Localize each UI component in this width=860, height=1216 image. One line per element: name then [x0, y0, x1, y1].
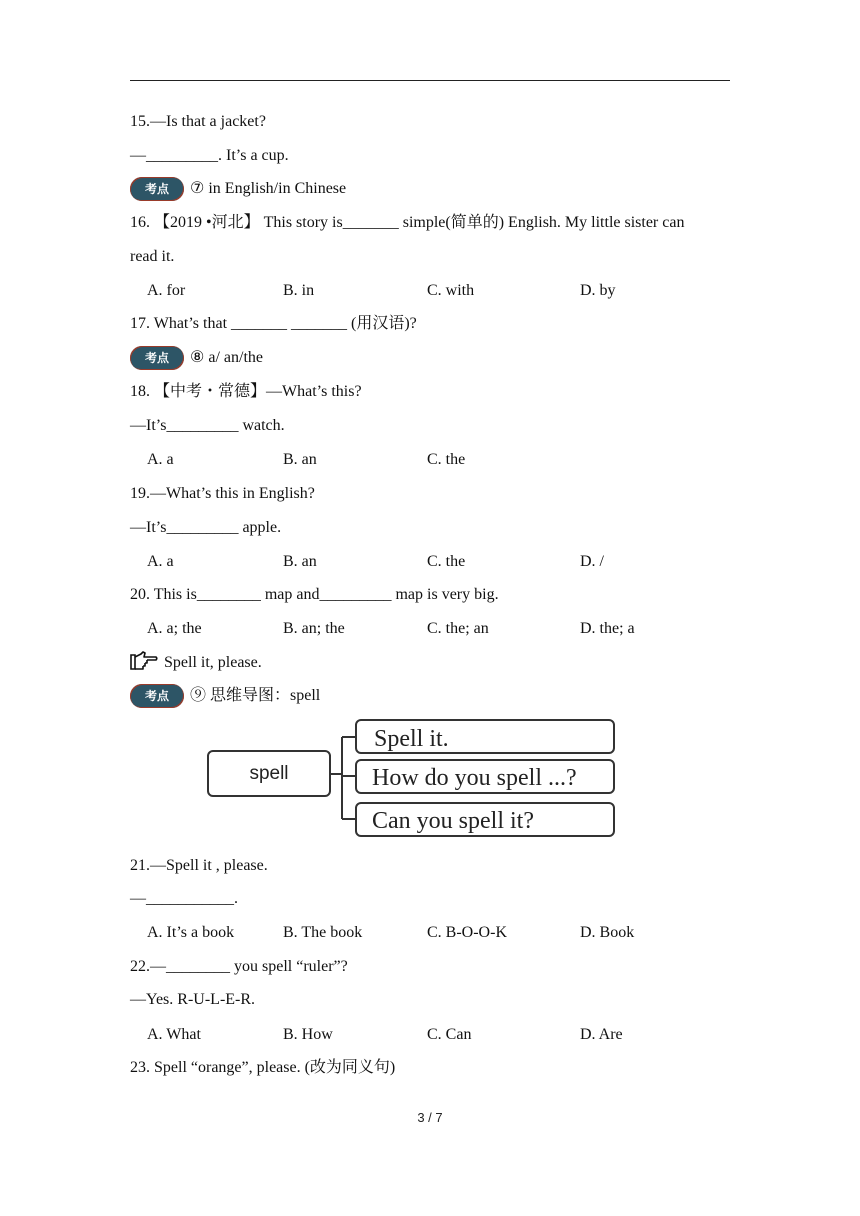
q19-option-c: C. the [427, 553, 466, 570]
q18-option-b: B. an [283, 451, 317, 468]
q19-option-d: D. / [580, 553, 604, 570]
mindmap-branch-1: Spell it. [374, 726, 449, 752]
point-9-text: ⑨ 思维导图：spell [190, 687, 321, 704]
section-title: Spell it, please. [164, 654, 262, 671]
point-8 [130, 346, 263, 370]
q15-prompt: 15.—Is that a jacket? [130, 113, 266, 130]
q19-option-a: A. a [147, 553, 174, 570]
q21-prompt: 21.—Spell it , please. [130, 857, 268, 874]
q17-prompt: 17. What’s that _______ _______ (用汉语)? [130, 315, 417, 332]
q16-option-a: A. for [147, 282, 186, 299]
q20-prompt: 20. This is________ map and_________ map is very big. [130, 586, 499, 603]
q22-option-c: C. Can [427, 1026, 472, 1043]
point-9 [130, 684, 320, 708]
kaodian-badge: 考点 [130, 177, 184, 201]
q22-answer-line: —Yes. R-U-L-E-R. [130, 991, 256, 1008]
spell-mind-map [206, 716, 618, 840]
point-7 [130, 177, 346, 201]
q18-option-a: A. a [147, 451, 174, 468]
mindmap-root-label: spell [249, 763, 289, 784]
q19-prompt: 19.—What’s this in English? [130, 485, 315, 502]
kaodian-badge: 考点 [130, 684, 184, 708]
kaodian-badge: 考点 [130, 346, 184, 370]
q16-option-c: C. with [427, 282, 475, 299]
page-number: 3 / 7 [417, 1110, 443, 1125]
pointing-hand-icon [130, 651, 158, 671]
q21-option-a: A. It’s a book [147, 924, 235, 941]
q16-option-b: B. in [283, 282, 315, 299]
point-7-text: ⑦ in English/in Chinese [190, 180, 347, 197]
q20-option-c: C. the; an [427, 620, 489, 637]
q18-option-c: C. the [427, 451, 466, 468]
q20-option-a: A. a; the [147, 620, 202, 637]
q20-option-b: B. an; the [283, 620, 345, 637]
q21-option-c: C. B-O-O-K [427, 924, 507, 941]
header-rule [130, 80, 730, 81]
q21-answer-line: —___________. [130, 890, 238, 907]
q15-answer-line: —_________. It’s a cup. [130, 147, 289, 164]
point-8-text: ⑧ a/ an/the [190, 349, 263, 366]
mindmap-branch-2: How do you spell ...? [372, 765, 577, 791]
q16-option-d: D. by [580, 282, 616, 299]
q19-option-b: B. an [283, 553, 317, 570]
q22-option-b: B. How [283, 1026, 333, 1043]
q16-prompt-cont: read it. [130, 248, 175, 265]
q16-prompt: 16. 【2019 •河北】 This story is_______ simple(简单的) English. My little sister can [130, 214, 685, 231]
q22-prompt: 22.—________ you spell “ruler”? [130, 958, 348, 975]
q21-option-b: B. The book [283, 924, 363, 941]
q18-prompt: 18. 【中考・常德】—What’s this? [130, 383, 362, 400]
q20-option-d: D. the; a [580, 620, 635, 637]
q18-answer-line: —It’s_________ watch. [130, 417, 285, 434]
q22-option-d: D. Are [580, 1026, 623, 1043]
q23-prompt: 23. Spell “orange”, please. (改为同义句) [130, 1059, 396, 1076]
q21-option-d: D. Book [580, 924, 635, 941]
q19-answer-line: —It’s_________ apple. [130, 519, 282, 536]
mindmap-branch-3: Can you spell it? [372, 808, 534, 834]
q22-option-a: A. What [147, 1026, 201, 1043]
